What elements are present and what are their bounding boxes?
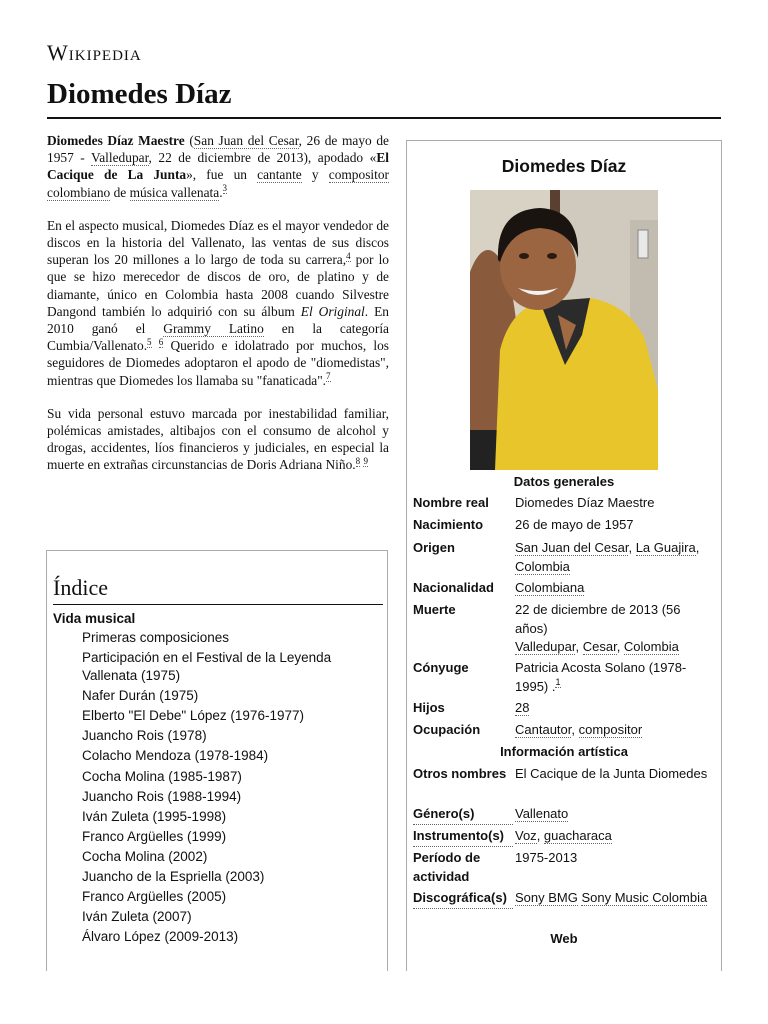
link-compositor[interactable]: compositor bbox=[328, 167, 390, 183]
link-musica-vallenata[interactable]: música vallenata bbox=[129, 184, 220, 200]
infobox-header-general: Datos generales bbox=[513, 474, 615, 489]
toc-item[interactable]: Cocha Molina (1985-1987) bbox=[82, 768, 242, 784]
reference-1[interactable]: 1 bbox=[555, 677, 561, 688]
reference-6[interactable]: 6 bbox=[158, 336, 164, 347]
toc-item[interactable]: Iván Zuleta (2007) bbox=[82, 909, 192, 925]
text: Su vida personal estuvo marcada por inestabilidad familiar, polémicas amistades, altibajos con el consumo de alcohol y drogas, accidentes, líos financieros y judiciales, en especial la muerte en extrañas circunstancias de Doris Adriana Niño. bbox=[47, 405, 389, 473]
toc-item[interactable]: Elberto "El Debe" López (1976-1977) bbox=[82, 708, 304, 724]
row-label: Nacionalidad bbox=[413, 580, 494, 595]
album-title: El Original bbox=[300, 303, 365, 319]
table-of-contents bbox=[46, 550, 388, 971]
row-value bbox=[515, 659, 711, 696]
link-vallenato[interactable]: Vallenato bbox=[515, 806, 569, 821]
toc-item[interactable]: Participación en el Festival de la Leyenda Vallenata (1975) bbox=[82, 650, 332, 684]
toc-section-vida-musical[interactable]: Vida musical bbox=[53, 611, 136, 626]
row-label: Origen bbox=[413, 540, 455, 555]
toc-list bbox=[82, 629, 382, 948]
row-value bbox=[515, 889, 711, 908]
toc-item[interactable]: Juancho Rois (1978) bbox=[82, 728, 207, 744]
link-sony-bmg[interactable]: Sony BMG bbox=[515, 890, 578, 905]
row-label[interactable]: Discográfica(s) bbox=[413, 889, 513, 909]
portrait-photo[interactable] bbox=[470, 190, 658, 470]
wikipedia-logo[interactable]: Wikipedia bbox=[47, 40, 142, 65]
spouse: Patricia Acosta Solano (1978-1995) . bbox=[515, 660, 687, 694]
toc-item[interactable]: Franco Argüelles (1999) bbox=[82, 828, 227, 844]
text: y bbox=[301, 167, 329, 183]
row-label: Muerte bbox=[413, 602, 456, 617]
toc-item[interactable]: Primeras composiciones bbox=[82, 630, 230, 645]
toc-item[interactable]: Franco Argüelles (2005) bbox=[82, 889, 227, 905]
death-date: 22 de diciembre de 2013 (56 años) bbox=[515, 602, 681, 636]
reference-7[interactable]: 7 bbox=[326, 371, 331, 382]
text: de bbox=[110, 184, 130, 200]
portrait-image bbox=[470, 190, 658, 470]
reference-5[interactable]: 5 bbox=[147, 336, 152, 347]
link-compositor[interactable]: compositor bbox=[578, 722, 643, 737]
article-lead bbox=[47, 132, 389, 490]
text: en la categoría Cumbia/Vallenato. bbox=[47, 321, 389, 354]
link-sony-music-colombia[interactable]: Sony Music Colombia bbox=[581, 890, 708, 905]
row-value bbox=[515, 579, 711, 598]
nickname: El Cacique de La Junta bbox=[47, 150, 389, 183]
separator: , bbox=[695, 540, 700, 555]
link-cantautor[interactable]: Cantautor bbox=[515, 722, 572, 737]
row-value bbox=[515, 827, 711, 846]
text: . bbox=[219, 184, 223, 200]
row-label: Hijos bbox=[413, 700, 445, 715]
row-value: Diomedes Díaz Maestre bbox=[515, 495, 655, 510]
infobox-header-artistic: Información artística bbox=[500, 744, 628, 759]
separator: , bbox=[571, 722, 579, 737]
title-divider bbox=[47, 117, 721, 119]
page-title: Diomedes Díaz bbox=[47, 78, 232, 110]
link-la-guajira[interactable]: La Guajira bbox=[635, 540, 696, 555]
link-hijos[interactable]: 28 bbox=[515, 700, 530, 715]
row-value bbox=[515, 805, 711, 824]
reference-4[interactable]: 4 bbox=[346, 250, 351, 261]
toc-item[interactable]: Iván Zuleta (1995-1998) bbox=[82, 808, 227, 824]
toc-divider bbox=[53, 604, 383, 605]
infobox-title: Diomedes Díaz bbox=[501, 156, 627, 176]
row-label[interactable]: Género(s) bbox=[413, 805, 513, 825]
row-label: Cónyuge bbox=[413, 660, 469, 675]
text: , 26 de mayo de 1957 - bbox=[47, 133, 389, 166]
toc-item[interactable]: Álvaro López (2009-2013) bbox=[82, 929, 239, 945]
link-deathplace[interactable]: Valledupar bbox=[91, 150, 149, 166]
text: , 22 de diciembre de 2013), apodado « bbox=[148, 150, 377, 166]
reference-8[interactable]: 8 bbox=[355, 455, 361, 466]
toc-item[interactable]: Colacho Mendoza (1978-1984) bbox=[82, 748, 269, 764]
row-label: Nacimiento bbox=[413, 517, 484, 532]
row-label: Ocupación bbox=[413, 722, 481, 737]
row-value: El Cacique de la Junta Diomedes bbox=[515, 766, 708, 781]
reference-3[interactable]: 3 bbox=[222, 183, 228, 194]
row-label: Período de actividad bbox=[413, 850, 481, 884]
link-voz[interactable]: Voz bbox=[515, 828, 537, 843]
separator: , bbox=[616, 639, 624, 654]
row-value bbox=[515, 699, 711, 718]
text: ( bbox=[184, 133, 194, 148]
lead-paragraph-3 bbox=[47, 405, 389, 474]
row-label: Otros nombres bbox=[413, 766, 507, 781]
link-colombia[interactable]: Colombia bbox=[623, 639, 679, 654]
link-birthplace[interactable]: San Juan del Cesar bbox=[193, 133, 299, 148]
toc-heading: Índice bbox=[53, 575, 108, 600]
row-value bbox=[515, 539, 711, 576]
toc-item[interactable]: Juancho de la Espriella (2003) bbox=[82, 869, 265, 885]
row-label: Nombre real bbox=[413, 495, 489, 510]
text: », fue un bbox=[186, 167, 258, 183]
link-colombiano[interactable]: colombiano bbox=[47, 184, 111, 200]
text: Querido e idolatrado por muchos, los seguidores de Diomedes adoptaron el apodo de "diomedistas", mientras que Diomedes los llamaba su "fanaticada". bbox=[47, 338, 389, 388]
text: En el aspecto musical, Diomedes Díaz es el mayor vendedor de discos en la historia del Vallenato, las ventas de sus discos superan los 20 millones a lo largo de toda su carrera, bbox=[47, 217, 389, 268]
separator: , bbox=[536, 828, 544, 843]
link-san-juan-del-cesar[interactable]: San Juan del Cesar bbox=[515, 540, 629, 555]
row-value bbox=[515, 601, 711, 657]
text: por lo que se hizo merecedor de discos de oro, de platino y de diamante, único en Colombia hasta 2008 cuando Silvestre Dangond también lo adquirió con su álbum bbox=[47, 252, 389, 319]
text: . En 2010 ganó el bbox=[47, 303, 389, 337]
toc-item[interactable]: Juancho Rois (1988-1994) bbox=[82, 788, 242, 804]
row-label[interactable]: Instrumento(s) bbox=[413, 827, 513, 847]
row-value: 1975-2013 bbox=[515, 850, 578, 865]
link-grammy-latino[interactable]: Grammy Latino bbox=[163, 321, 264, 337]
link-valledupar[interactable]: Valledupar bbox=[515, 639, 576, 654]
link-guacharaca[interactable]: guacharaca bbox=[543, 828, 612, 843]
row-value bbox=[515, 721, 711, 740]
toc-item[interactable]: Nafer Durán (1975) bbox=[82, 688, 199, 704]
link-cantante[interactable]: cantante bbox=[257, 167, 302, 183]
lead-paragraph-1 bbox=[47, 132, 389, 201]
link-colombia[interactable]: Colombia bbox=[515, 558, 570, 574]
toc-item[interactable]: Cocha Molina (2002) bbox=[82, 848, 208, 864]
subject-name: Diomedes Díaz Maestre bbox=[47, 133, 185, 148]
separator: , bbox=[628, 540, 636, 555]
lead-paragraph-2 bbox=[47, 217, 389, 389]
link-colombiana[interactable]: Colombiana bbox=[515, 580, 585, 595]
reference-9[interactable]: 9 bbox=[363, 455, 368, 466]
infobox bbox=[406, 140, 722, 971]
link-cesar[interactable]: Cesar bbox=[582, 639, 617, 654]
infobox-header-web: Web bbox=[550, 931, 578, 946]
row-value: 26 de mayo de 1957 bbox=[515, 517, 634, 532]
separator: , bbox=[575, 639, 583, 654]
